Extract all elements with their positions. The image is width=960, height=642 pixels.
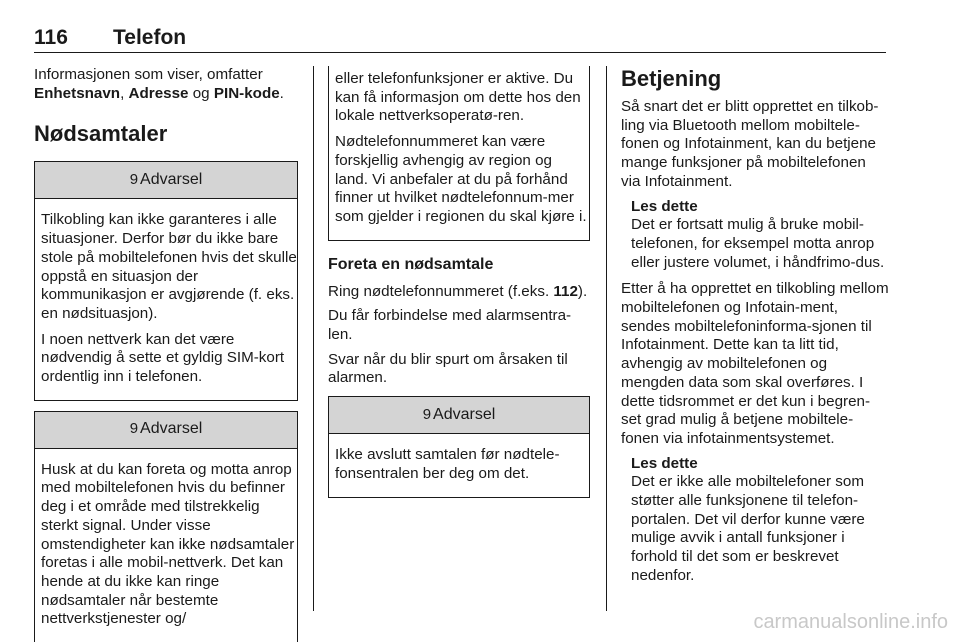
paragraph: Etter å ha opprettet en tilkobling mellom mobiltelefonen og Infotain-ment, sendes mobiltelefoninforma-sjonen til Infotainment. Dette kan ta litt tid, avhengig av mobiltelefonen og mengden data som skal overføres. I dette tidsrommet er det kun i begren-set grad mulig å betjene mobiltele-fonen via infotainmentsystemet. bbox=[621, 280, 889, 447]
warning-title: Advarsel bbox=[433, 405, 496, 423]
note-box-2 bbox=[621, 455, 889, 586]
warning-text: eller telefonfunksjoner er aktive. Du kan få informasjon om dette hos den lokale nettverksoperatø-ren. bbox=[335, 70, 581, 125]
warning-text: Ikke avslutt samtalen før nødtele-fonsentralen ber deg om det. bbox=[335, 446, 560, 482]
watermark: carmanualsonline.info bbox=[753, 611, 948, 633]
page-number: 116 bbox=[34, 26, 68, 49]
warning-box-3 bbox=[328, 396, 590, 497]
column-1 bbox=[34, 66, 298, 642]
note-box-1 bbox=[621, 198, 889, 273]
column-divider-1 bbox=[313, 66, 314, 611]
note-text: Det er fortsatt mulig å bruke mobil-telefonen, for eksempel motta anrop eller justere volumet, i håndfrimo-dus. bbox=[631, 216, 885, 271]
column-2 bbox=[328, 66, 590, 508]
warning-box-1 bbox=[34, 161, 298, 400]
warning-title: Advarsel bbox=[140, 171, 203, 189]
column-divider-2 bbox=[606, 66, 607, 611]
paragraph: Så snart det er blitt opprettet en tilkob-ling via Bluetooth mellom mobiltele-fonen og Infotainment, kan du betjene mange funksjoner på mobiltelefonen via Infotainment. bbox=[621, 98, 879, 190]
warning-header bbox=[35, 412, 297, 449]
warning-icon: 9 bbox=[422, 405, 432, 423]
warning-icon: 9 bbox=[129, 171, 139, 189]
page-title: Telefon bbox=[113, 26, 187, 49]
page-header bbox=[34, 26, 886, 53]
note-text: Det er ikke alle mobiltelefoner som støtter alle funksjonene til telefon-portalen. Det vil derfor kunne være mulige avvik i antall funksjoner i forhold til det som er beskrevet nedenfor. bbox=[631, 473, 865, 584]
warning-icon: 9 bbox=[129, 420, 139, 438]
column-3 bbox=[621, 66, 889, 594]
paragraph: Svar når du blir spurt om årsaken til alarmen. bbox=[328, 350, 568, 387]
warning-text: Husk at du kan foreta og motta anrop med mobiltelefonen hvis du befinner deg i et område med tilstrekkelig sterkt signal. Under visse omstendigheter kan ikke nødsamtaler foretas i alle mobil-nettverk. Det kan hende at du ikke kan ringe nødsamtaler når bestemte nettverkstjenester og/ bbox=[41, 460, 295, 628]
note-title: Les dette bbox=[631, 197, 698, 215]
intro-paragraph: Informasjonen som viser, omfatter Enhetsnavn, Adresse og PIN-kode. bbox=[34, 66, 284, 102]
warning-box-2-continued bbox=[328, 66, 590, 241]
warning-title: Advarsel bbox=[140, 420, 203, 438]
note-title: Les dette bbox=[631, 454, 698, 472]
paragraph: Ring nødtelefonnummeret (f.eks. 112). bbox=[328, 282, 588, 300]
warning-box-2 bbox=[34, 411, 298, 642]
warning-text: Tilkobling kan ikke garanteres i alle situasjoner. Derfor bør du ikke bare stole på mobiltelefonen hvis det skulle oppstå en situasjon der kommunikasjon er avgjørende (f. eks. en nødsituasjon). bbox=[41, 211, 297, 322]
warning-text: I noen nettverk kan det være nødvendig å sette et gyldig SIM-kort ordentlig inn i telefonen. bbox=[41, 330, 285, 386]
warning-text: Nødtelefonnummeret kan være forskjellig avhengig av region og land. Vi anbefaler at du på forhånd finner ut hvilket nødtelefonnum-mer som gjelder i regionen du skal kjøre i. bbox=[335, 133, 587, 225]
section-heading-make-emergency-call: Foreta en nødsamtale bbox=[328, 255, 494, 273]
section-heading-operation: Betjening bbox=[621, 66, 722, 91]
paragraph: Du får forbindelse med alarmsentra-len. bbox=[328, 307, 572, 344]
warning-header bbox=[329, 397, 589, 434]
section-heading-emergency-calls: Nødsamtaler bbox=[34, 121, 168, 147]
warning-header bbox=[35, 162, 297, 199]
